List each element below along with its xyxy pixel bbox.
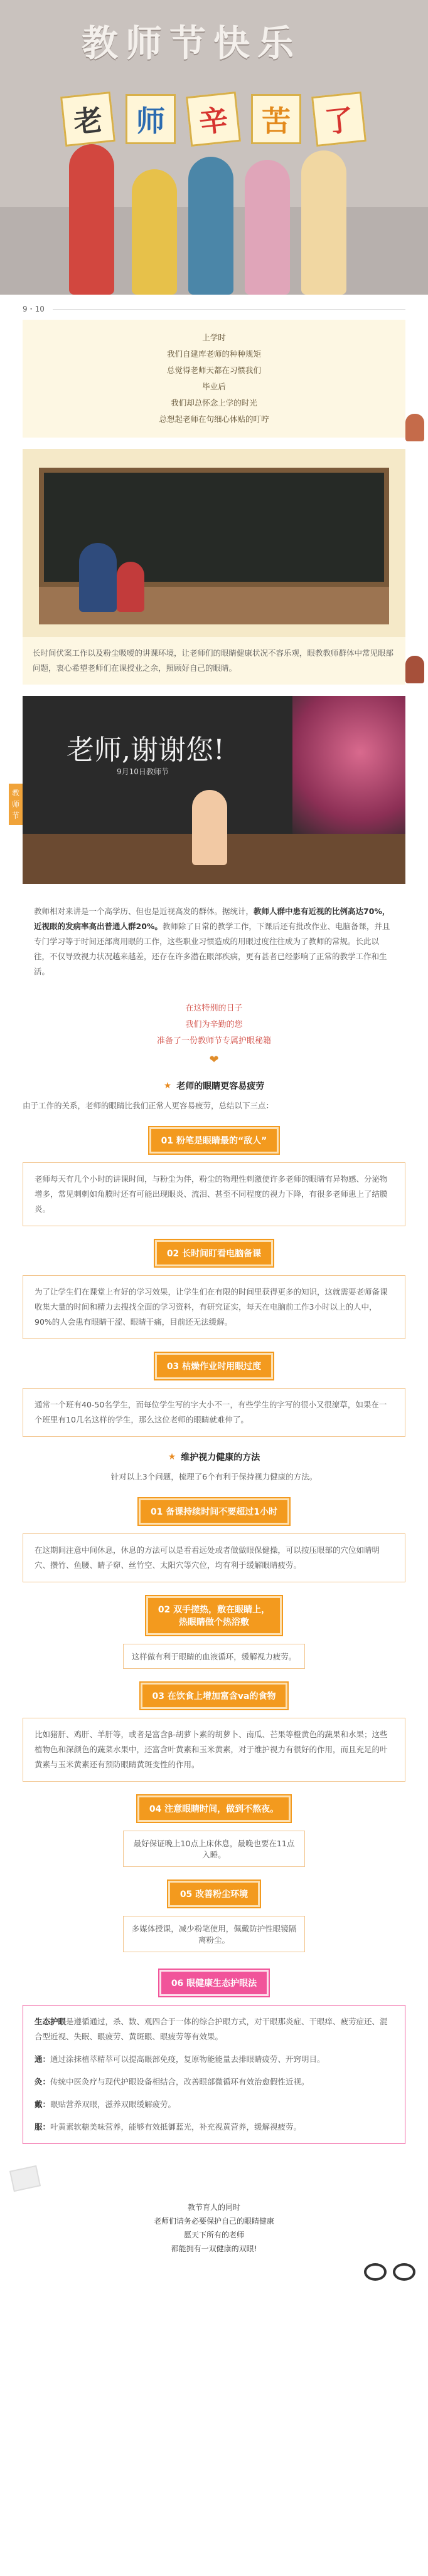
star-icon: ★: [168, 1452, 176, 1462]
footer-line: 愿天下所有的老师: [183, 2231, 244, 2239]
girl-figure-illustration: [405, 656, 424, 683]
section3-lead: [35, 2014, 393, 2044]
poem-box: [23, 320, 405, 438]
star-icon: ★: [163, 1081, 172, 1091]
gift-line: 在这特别的日子: [185, 1004, 243, 1013]
student-figure: [117, 562, 144, 612]
section2-item5-title: 05 改善粉尘环境: [168, 1881, 260, 1907]
section1-item3-title: 03 枯燥作业时用眼过度: [155, 1353, 273, 1379]
poem-line: 总觉得老师天都在习惯我们: [166, 365, 261, 375]
section3-title: 06 眼健康生态护眼法: [159, 1970, 269, 1996]
date-label: 9・10: [23, 305, 45, 313]
section1-heading-text: 老师的眼睛更容易疲劳: [176, 1081, 265, 1091]
section1-lead: 由于工作的关系，老师的眼睛比我们正常人更容易疲劳，总结以下三点：: [23, 1101, 274, 1110]
gift-lines: [0, 1001, 428, 1049]
gift-line: 准备了一份教师节专属护眼秘籍: [156, 1036, 271, 1046]
section1-item1-body: 老师每天有几个小时的讲课时间，与粉尘为伴，粉尘的物理性刺激使许多老师的眼睛有异物感、分泌物增多，常见刺刺如角膜时还有可能出现眼炎、流泪、甚至不同程度的视力下降，有很多老师患上了结膜炎。: [23, 1162, 405, 1226]
section1-item2-title: 02 长时间盯看电脑备课: [155, 1240, 273, 1266]
section2-item2-title: 02 双手搓热，敷在眼睛上， 热眼睛做个热浴敷: [146, 1596, 282, 1635]
point-key: 灸：: [35, 2077, 51, 2086]
section1-item3-body: 通常一个班有40-50名学生，而每位学生写的字大小不一，有些学生的字写的很小又很潦草，如果在一个班里有10几名这样的学生，那么这位老师的眼睛就难伸了。: [23, 1388, 405, 1437]
gift-line: 我们为辛勤的您: [185, 1020, 243, 1029]
intro-highlight: 教师人群中患有近视的比例高达70%，近视眼的发病率高出普通人群20%。: [34, 907, 390, 931]
section2-item5-body: 多媒体授课，减少粉笔使用，佩戴防护性眼镜隔离粉尘。: [123, 1916, 305, 1952]
intro-text-1: 教师相对来讲是一个高学历、但也是近视高发的群体。据统计，: [34, 907, 254, 916]
section3-title-wrap: [23, 1970, 405, 1996]
footer-text: [0, 2157, 428, 2262]
child-illustration: [69, 144, 114, 295]
glasses-icon: [364, 2263, 420, 2282]
section1-heading: [23, 1080, 405, 1092]
section2-item5-title-wrap: [23, 1881, 405, 1907]
point-key: 通：: [35, 2054, 51, 2064]
poem-line: 我们却总怀念上学的时光: [171, 398, 257, 407]
section2-heading-text: 维护视力健康的方法: [181, 1453, 260, 1463]
section2-item4-title: 04 注意眼睛时间，做到不熬夜。: [137, 1795, 291, 1822]
section2-item4-body: 最好保证晚上10点上床休息，最晚也要在11点入睡。: [123, 1831, 305, 1867]
section3-point: [35, 2120, 393, 2135]
hero-sign-1: 老: [60, 92, 115, 147]
side-tag: 教师节: [9, 784, 23, 825]
point-value: 通过涂抹植萃精萃可以提高眼部免疫，复原物能能量去排眼睛疲劳、开窍明目。: [50, 2054, 325, 2064]
section3-body: [23, 2005, 405, 2144]
poem-line: 我们自建库老师的种种规矩: [166, 349, 261, 359]
section2-item3-title-wrap: [23, 1683, 405, 1709]
child-illustration: [245, 160, 290, 295]
classroom-illustration: [23, 449, 405, 637]
section3-point: [35, 2097, 393, 2112]
hero-sign-2: 师: [126, 94, 176, 144]
child-illustration: [188, 157, 233, 295]
section3-point: [35, 2052, 393, 2067]
section2-item2-title-wrap: [23, 1596, 405, 1635]
teacher-figure: [79, 543, 117, 612]
section3-lead-rest: 是遵循通过，杀、数、观四合于一体的综合护眼方式，对干眼那炎症、干眼痒、疲劳症还、混合型近视、失眠、眼疲劳、黄斑眼、眼疲劳等有效果。: [35, 2017, 388, 2041]
heart-icon: ❤: [209, 1053, 219, 1066]
footer-line: 老师们请务必要保护自己的眼睛健康: [153, 2217, 274, 2226]
teacher-figure: [192, 790, 227, 865]
section3-lead-bold: 生态护眼: [35, 2017, 67, 2026]
hero-sign-5: 了: [311, 92, 366, 147]
thanks-illustration: [23, 696, 405, 884]
hero-banner: [0, 0, 428, 295]
point-value: 传统中医灸疗与现代护眼设备相结合，改善眼部微循环有效治愈假性近视。: [50, 2077, 309, 2086]
hero-sign-4: 苦: [251, 94, 301, 144]
poem-line: 毕业后: [202, 382, 226, 391]
point-key: 戴：: [35, 2100, 51, 2109]
thanks-subtext: 9月10日教师节: [117, 767, 169, 776]
section1-item1-title-wrap: [23, 1127, 405, 1154]
section1-item1-title: 01 粉笔是眼睛最的“敌人”: [149, 1127, 279, 1154]
footer-area: [0, 2157, 428, 2295]
section2-item3-title: 03 在饮食上增加富含va的食物: [141, 1683, 288, 1709]
section2-item3-body: 比如猪肝、鸡肝、羊肝等，或者是富含β-胡萝卜素的胡萝卜、南瓜、芒果等橙黄色的蔬果和水果；这些植物色和深颜色的蔬菜水果中，还富含叶黄素和玉米黄素，对于维护视力有很好的作用，而且充足的叶黄素与玉米黄素还有预防眼睛黄斑变性的作用。: [23, 1718, 405, 1782]
section2-lead: 针对以上3个问题，梳理了6个有利于保持视力健康的方法。: [110, 1472, 318, 1481]
footer-line: 都能拥有一双健康的双眼!: [171, 2244, 257, 2253]
section2-item4-title-wrap: [23, 1795, 405, 1822]
footer-line: 教节育人的同时: [187, 2203, 240, 2212]
poem-line: 总想起老师在句细心体贴的叮咛: [159, 414, 269, 424]
section2-item2-body: 这样做有利于眼睛的血液循环，缓解视力疲劳。: [123, 1644, 305, 1669]
section2-item1-body: 在这期间注意中间休息，休息的方法可以是看看远处或者做做眼保健操，可以按压眼部的穴位如睛明穴、攒竹、鱼腰、睛子窌、丝竹空、太阳穴等穴位，均有利于缓解眼睛疲劳。: [23, 1533, 405, 1582]
board-caption: 长时间伏案工作以及粉尘吸嗳的讲课环境，让老师们的眼睛健康状况不容乐观，眼教教师群体中常见眼部问题，衷心希望老师们在课授业之余，照顾好自己的眼睛。: [23, 637, 405, 685]
hero-sign-3: 辛: [186, 92, 241, 147]
date-line: [23, 303, 405, 316]
point-value: 眼贴营养双眼，滋养双眼缓解疲劳。: [50, 2100, 176, 2109]
poem-line: 上学时: [202, 333, 226, 342]
girl-figure-illustration: [405, 414, 424, 441]
point-value: 叶黄素软糖美味营养，能够有效抵御蓝光，补充视黄营养，缓解视疲劳。: [50, 2122, 302, 2132]
section2-heading: [23, 1451, 405, 1463]
intro-text-2: 教师除了日常的教学工作，下课后还有批改作业、电脑备课，并且专门学习等于时间还部离用眼的工作，这些职业习惯造成的用眼过度往往成为了教师的常规。长此以往，不仅导致视力状况越来越差，还存在许多潜在眼部疾病，更有甚者已经影响了正常的教学工作和生活。: [34, 922, 390, 976]
hero-title: 教师节快乐: [82, 22, 302, 65]
section1-item3-title-wrap: [23, 1353, 405, 1379]
intro-paragraph: [23, 893, 405, 991]
thanks-text: 老师,谢谢您!: [67, 734, 225, 766]
point-key: 服：: [35, 2122, 51, 2132]
section1-item2-title-wrap: [23, 1240, 405, 1266]
child-illustration: [301, 150, 346, 295]
section3-point: [35, 2074, 393, 2090]
section1-item2-body: 为了让学生们在课堂上有好的学习效果，让学生们在有限的时间里获得更多的知识，这就需要老师备课收集大量的时间和精力去搜找全面的学习资料，有研究证实，每天在电脑前工作3小时以上的人中，90%的人会患有眼睛干涩、眼睛干痛，目前还无法缓解。: [23, 1275, 405, 1339]
section2-item1-title-wrap: [23, 1498, 405, 1525]
section2-item1-title: 01 备课持续时间不要超过1小时: [139, 1498, 289, 1525]
child-illustration: [132, 169, 177, 295]
